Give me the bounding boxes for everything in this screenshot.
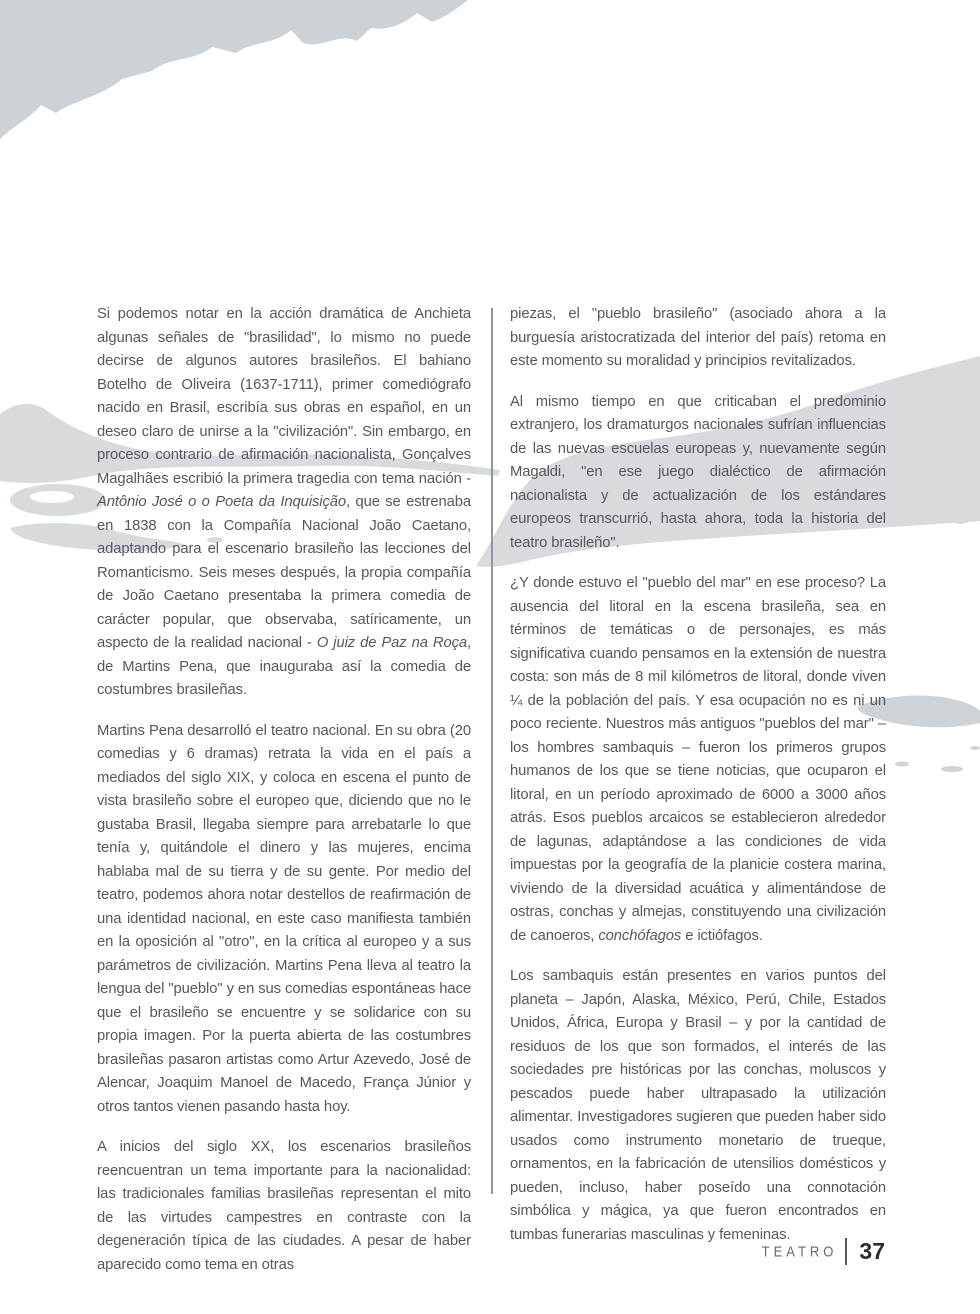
paragraph: ¿Y donde estuvo el "pueblo del mar" en ese proceso? La ausencia del litoral en la escena brasileña, sea en términos de temáticas o de personajes, es más significativa cuando pensamos en la extensión de nuestra costa: son más de 8 mil kilómetros de litoral, donde viven ¼ de la población del país. Y esa ocupación no es ni un poco reciente. Nuestros más antiguos "pueblos del mar" – los hombres sambaquis – fueron los primeros grupos humanos de los que se tiene noticias, que ocuparon el litoral, en un período aproximado de 6000 a 3000 años atrás. Esos pueblos arcaicos se establecieron alrededor de lagunas, adaptándose a las condiciones de vida impuestas por la geografía de la planicie costera marina, viviendo de la diversidad acuática y alimentándose de ostras, conchas y almejas, constituyendo una civilización de canoeros, conchófagos e ictiófagos. <box>510 575 886 944</box>
paragraph: Al mismo tiempo en que criticaban el predominio extranjero, los dramaturgos nacionales sufrían influencias de las nuevas escuelas europeas y, nuevamente según Magaldi, "en ese juego dialéctico de afirmación nacionalista y de actualización de los estándares europeos transcurrió, hasta ahora, toda la historia del teatro brasileño". <box>510 393 886 551</box>
paragraph: Si podemos notar en la acción dramática de Anchieta algunas señales de "brasilidad", lo mismo no puede decirse de algunos autores brasileños. El bahiano Botelho de Oliveira (1637-1711), primer comediógrafo nacido en Brasil, escribía sus obras en español, en un deseo claro de unirse a la "civilización". Sin embargo, en proceso contrario de afirmación nacionalista, Gonçalves Magalhães escribió la primera tragedia con tema nación - Antônio José o o Poeta da Inquisição, que se estrenaba en 1838 con la Compañía Nacional João Caetano, adaptando para el escenario brasileño las lecciones del Romanticismo. Seis meses después, la propia compañía de João Caetano presentaba la primera comedia de carácter popular, que observaba, satíricamente, un aspecto de la realidad nacional - O juiz de Paz na Roça, de Martins Pena, que inauguraba así la comedia de costumbres brasileñas. <box>97 306 472 698</box>
italic-title-run: O juiz de Paz na Roça <box>316 635 467 651</box>
column-divider-rule <box>491 308 493 1194</box>
island-speck-3 <box>970 746 980 750</box>
torn-paper-top-left-shape <box>0 0 468 139</box>
right-text-column <box>510 303 886 1247</box>
paragraph: piezas, el "pueblo brasileño" (asociado ahora a la burguesía aristocratizada del interior del país) retoma en este momento su moralidad y principios revitalizados. <box>510 306 886 369</box>
wave-blob-right-1 <box>916 509 944 519</box>
italic-title-run: conchófagos <box>598 927 682 944</box>
italic-title-run: Antônio José o o Poeta da Inquisição <box>97 494 347 510</box>
island-speck-1 <box>895 762 909 767</box>
page-footer <box>762 1238 885 1265</box>
hill-blob-left-1-hole <box>30 491 74 503</box>
island-speck-2 <box>941 766 963 772</box>
left-text-column <box>97 303 471 1277</box>
section-label: TEATRO <box>761 1242 838 1261</box>
wave-blob-right-2 <box>951 516 969 524</box>
paragraph: Martins Pena desarrolló el teatro nacional. En su obra (20 comedias y 6 dramas) retrata la vida en el país a mediados del siglo XIX, y coloca en escena el punto de vista brasileño sobre el europeo que, diciendo que no le gustaba Brasil, llegaba siempre para arrebatarle lo que tenía y, quitándole el dinero y las mujeres, encima hablaba mal de su tierra y de su gente. Por medio del teatro, podemos ahora notar destellos de reafirmación de una identidad nacional, en este caso manifiesta también en la oposición al "otro", en la crítica al europeo y a sus parámetros de civilización. Martins Pena lleva al teatro la lengua del "pueblo" y en sus comedias espontáneas hace que el brasileño se encuentre y se solidarice con su propia imagen. Por la puerta abierta de las costumbres brasileñas pasaron artistas como Artur Azevedo, José de Alencar, Joaquim Manoel de Macedo, França Júnior y otros tantos vienen pasando hasta hoy. <box>97 722 471 1115</box>
paragraph: A inicios del siglo XX, los escenarios brasileños reencuentran un tema importante para la nacionalidad: las tradicionales familias brasileñas representan el mito de las virtudes campestres en contraste con la degeneración típica de las ciudades. A pesar de haber aparecido como tema en otras <box>97 1139 471 1273</box>
page-number: 37 <box>859 1238 885 1264</box>
footer-divider-bar <box>845 1238 847 1265</box>
paragraph: Los sambaquis están presentes en varios puntos del planeta – Japón, Alaska, México, Perú, Chile, Estados Unidos, África, Europa y Brasil – y por la cantidad de residuos de los que son formados, el interés de las sociedades pre históricas por las conchas, moluscos y pescados puede haber ultrapasado la utilización alimentar. Investigadores sugieren que pueden haber sido usados como instrumento monetario de trueque, ornamentos, en la fabricación de utensilios domésticos y pueden, incluso, haber poseído una connotación simbólica y mágica, ya que fueron encontrados en tumbas funerarias masculinas y femeninas. <box>510 968 886 1243</box>
